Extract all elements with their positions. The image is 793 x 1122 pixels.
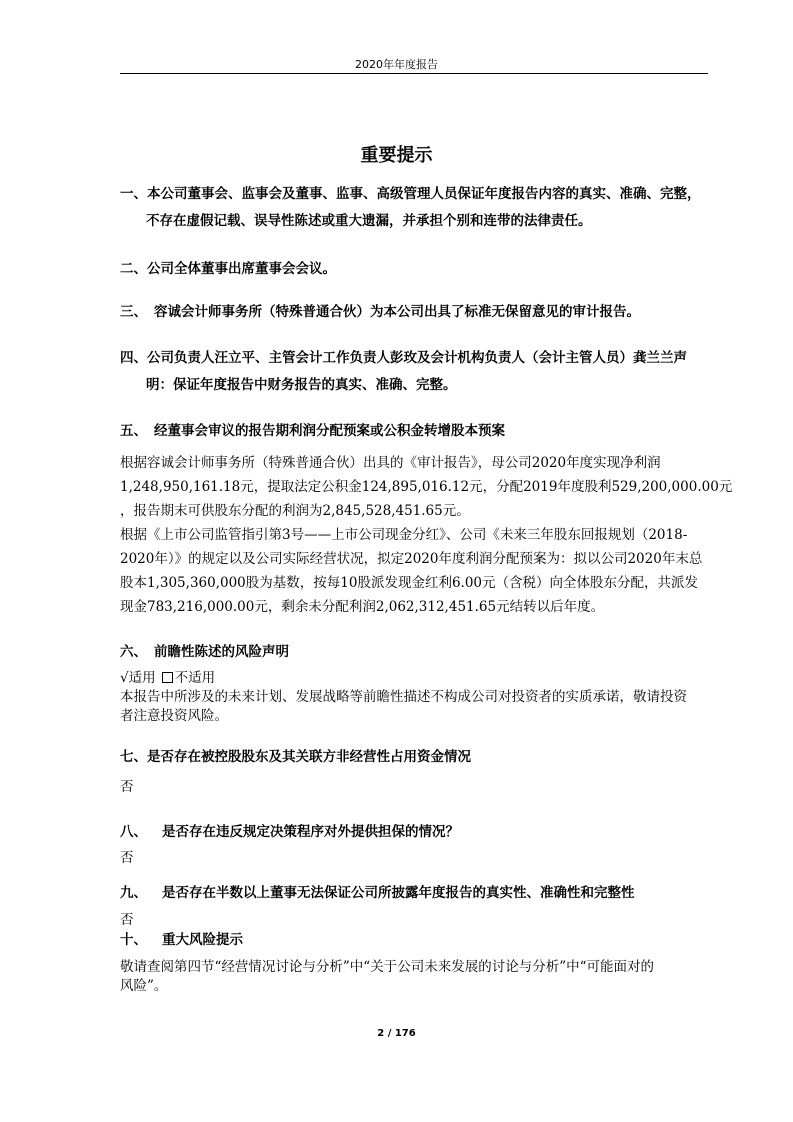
section-5-number: 五、 bbox=[120, 423, 147, 439]
section-5-para-2-line-3: 股本1,305,360,000股为基数，按每10股派发现金红利6.00元（含税）向全体股东分配，共派发 bbox=[120, 575, 699, 591]
section-6-heading-text: 前瞻性陈述的风险声明 bbox=[154, 644, 289, 660]
section-10-number: 十、 bbox=[120, 932, 147, 948]
section-2-text: 公司全体董事出席董事会会议。 bbox=[147, 261, 336, 277]
section-6-heading bbox=[120, 640, 289, 660]
section-5-para-2-line-2: 2020年）》的规定以及公司实际经营状况，拟定2020年度利润分配预案为：拟以公司2020年末总 bbox=[120, 551, 703, 567]
section-3-number: 三、 bbox=[120, 304, 147, 320]
page-number: 2 / 176 bbox=[377, 1028, 416, 1039]
section-10-para-line-2: 风险”。 bbox=[120, 978, 168, 994]
option-not-applicable: 不适用 bbox=[174, 670, 216, 686]
section-9-answer: 否 bbox=[120, 912, 134, 928]
checkbox-unchecked-icon bbox=[162, 672, 173, 683]
section-10-heading-text: 重大风险提示 bbox=[162, 932, 243, 948]
section-7-heading bbox=[120, 745, 471, 765]
section-5-heading-text: 经董事会审议的报告期利润分配预案或公积金转增股本预案 bbox=[154, 423, 505, 439]
section-4-line-1 bbox=[120, 346, 687, 366]
section-6-para-line-2: 者注意投资风险。 bbox=[120, 708, 228, 724]
section-4-number: 四、 bbox=[120, 350, 147, 366]
section-5-para-2-line-4: 现金783,216,000.00元，剩余未分配利润2,062,312,451.65元结转以后年度。 bbox=[120, 599, 605, 615]
section-10-heading bbox=[120, 928, 243, 948]
option-applicable-checked: √适用 bbox=[120, 670, 156, 686]
section-5-para-1-line-2: 1,248,950,161.18元，提取法定公积金124,895,016.12元，分配2019年度股利529,200,000.00元 bbox=[120, 479, 733, 495]
section-3 bbox=[120, 300, 640, 320]
running-header: 2020年年度报告 bbox=[355, 58, 438, 71]
page-title: 重要提示 bbox=[360, 145, 433, 166]
section-6-para-line-1: 本报告中所涉及的未来计划、发展战略等前瞻性描述不构成公司对投资者的实质承诺，敬请投资 bbox=[120, 689, 687, 705]
section-1-line-2: 不存在虚假记载、误导性陈述或重大遗漏，并承担个别和连带的法律责任。 bbox=[146, 213, 592, 229]
section-9-heading bbox=[120, 881, 635, 901]
section-1-number: 一、 bbox=[120, 186, 147, 202]
section-5-para-1-line-1: 根据容诚会计师事务所（特殊普通合伙）出具的《审计报告》，母公司2020年度实现净利润 bbox=[120, 455, 661, 471]
section-8-heading-text: 是否存在违反规定决策程序对外提供担保的情况？ bbox=[162, 824, 459, 840]
section-7-number: 七、 bbox=[120, 749, 147, 765]
section-8-number: 八、 bbox=[120, 824, 147, 840]
section-3-text: 容诚会计师事务所（特殊普通合伙）为本公司出具了标准无保留意见的审计报告。 bbox=[154, 304, 640, 320]
section-5-para-2-line-1: 根据《上市公司监管指引第3号——上市公司现金分红》、公司《未来三年股东回报规划（2018- bbox=[120, 527, 688, 543]
section-9-heading-text: 是否存在半数以上董事无法保证公司所披露年度报告的真实性、准确性和完整性 bbox=[162, 885, 635, 901]
section-1-line-1 bbox=[120, 182, 701, 202]
section-6-number: 六、 bbox=[120, 644, 147, 660]
section-1-text: 本公司董事会、监事会及董事、监事、高级管理人员保证年度报告内容的真实、准确、完整， bbox=[147, 186, 701, 202]
section-2-number: 二、 bbox=[120, 261, 147, 277]
section-4-text: 公司负责人汪立平、主管会计工作负责人彭玫及会计机构负责人（会计主管人员）龚兰兰声 bbox=[147, 350, 687, 366]
section-7-heading-text: 是否存在被控股股东及其关联方非经营性占用资金情况 bbox=[147, 749, 471, 765]
section-5-para-1-line-3: ，报告期末可供股东分配的利润为2,845,528,451.65元。 bbox=[120, 503, 470, 519]
applicability-options bbox=[120, 666, 215, 686]
section-7-answer: 否 bbox=[120, 779, 134, 795]
section-2 bbox=[120, 257, 336, 277]
section-5-heading bbox=[120, 419, 505, 439]
section-4-line-2: 明：保证年度报告中财务报告的真实、准确、完整。 bbox=[146, 377, 457, 393]
section-9-number: 九、 bbox=[120, 885, 147, 901]
section-10-para-line-1: 敬请查阅第四节“经营情况讨论与分析”中“关于公司未来发展的讨论与分析”中“可能面对的 bbox=[120, 959, 655, 975]
header-rule bbox=[120, 73, 708, 74]
section-8-answer: 否 bbox=[120, 850, 134, 866]
section-8-heading bbox=[120, 820, 459, 840]
